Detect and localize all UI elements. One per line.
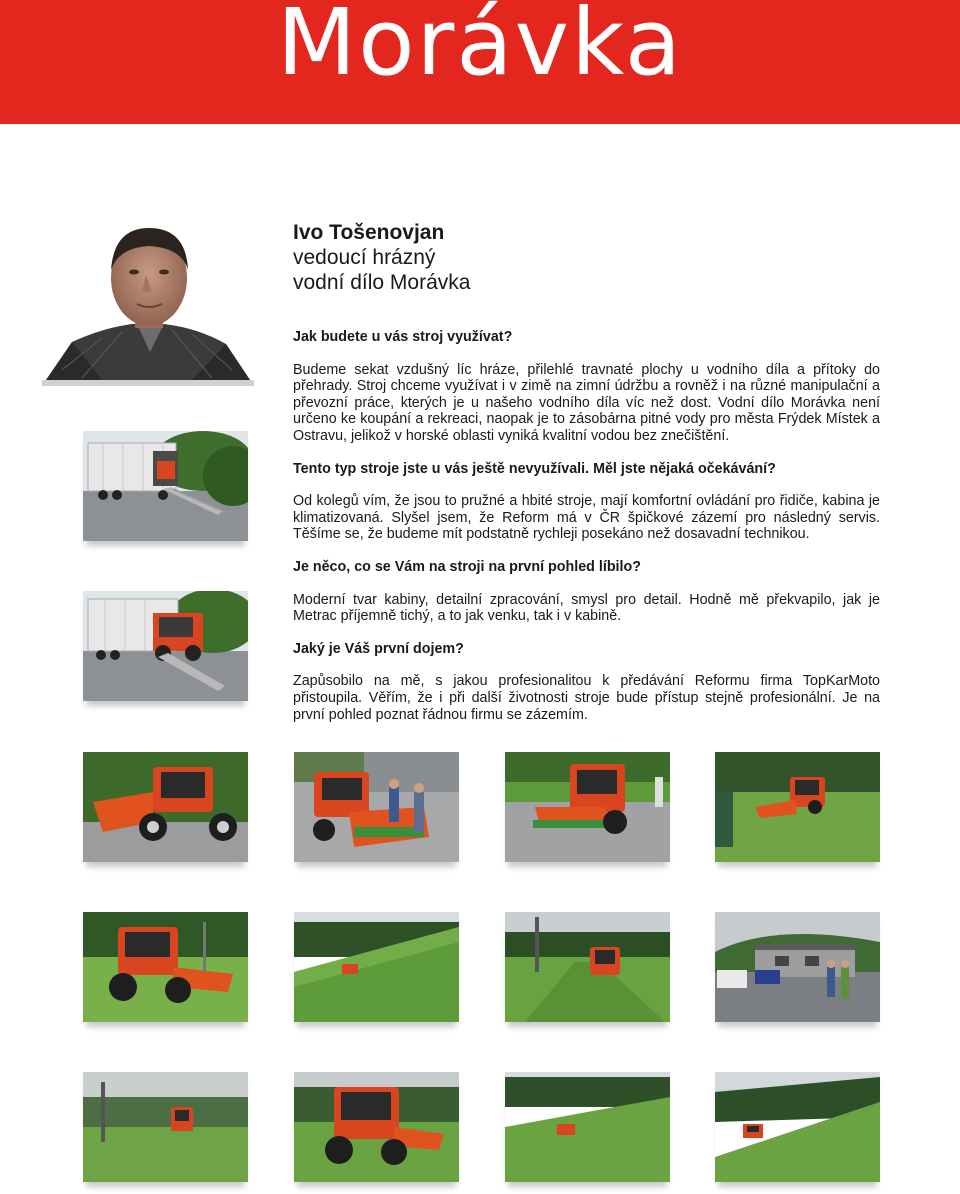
photo-metrac-closeup [294, 1072, 459, 1182]
interview-question: Tento typ stroje jste u vás ještě nevyužívali. Měl jste nějaká očekávání? [293, 460, 776, 477]
photo-truck-ramp [83, 591, 248, 701]
interview-answer: Moderní tvar kabiny, detailní zpracování, smysl pro detail. Hodně mě překvapilo, jak je Metrac příjemně tichý, a to jak venku, tak i v kabině. [293, 591, 880, 625]
photo-mowing-path [505, 912, 670, 1022]
interview-answer: Budeme sekat vzdušný líc hráze, přilehlé travnaté plochy u vodního díla a přítoky do přehrady. Stroj chceme využívat i v zimě na zimní údržbu a rovněž i na různé manipulační a převozní práce, kterých je u našeho vodního díla víc než dost. Vodní dílo Morávka není určeno ke koupání a rekreaci, naopak je to zásobárna pitné vody pro města Frýdek Místek a Ostravu, jelikož v horské oblasti vyniká kvalitní vodou bez znečištění. [293, 361, 880, 444]
person-role: vedoucí hrázný [293, 246, 436, 269]
photo-slope-mowing [715, 1072, 880, 1182]
interview-answer: Od kolegů vím, že jsou to pružné a hbité stroje, mají komfortní ovládání pro řidiče, kabina je klimatizovaná. Slyšel jsem, že Reform má v ČR špičkové zázemí pro následný servis. Těšíme se, že budeme mít podstatně rychleji posekáno než dosavadní technikou. [293, 493, 880, 543]
photo-truck-unloading [83, 431, 248, 541]
portrait-photo [42, 220, 254, 386]
photo-mower-yard [505, 752, 670, 862]
photo-inspection-group [294, 752, 459, 862]
person-name: Ivo Tošenovjan [293, 221, 445, 244]
photo-service-building [715, 912, 880, 1022]
interview-question: Jak budete u vás stroj využívat? [293, 329, 513, 345]
interview-question: Jaký je Váš první dojem? [293, 640, 464, 657]
photo-steep-slope [505, 1072, 670, 1182]
photo-metrac-grass [83, 912, 248, 1022]
person-site: vodní dílo Morávka [293, 271, 471, 294]
photo-metrac-mower [83, 752, 248, 862]
photo-mowing-field [715, 752, 880, 862]
interview-answer: Zapůsobilo na mě, s jakou profesionalitou k předávání Reformu firma TopKarMoto přistoupila. Věřím, že i při další životnosti stroje bude přístup stejně profesionální. Je na první pohled poznat řádnou firmu se zázemím. [293, 673, 880, 723]
interview-question: Je něco, co se Vám na stroji na první pohled líbilo? [293, 558, 641, 575]
photo-hillside-mowing [294, 912, 459, 1022]
banner-title: Morávka [276, 0, 684, 96]
interview-article [293, 329, 880, 739]
person-header [293, 220, 883, 295]
photo-foggy-meadow [83, 1072, 248, 1182]
header-banner [0, 0, 960, 124]
